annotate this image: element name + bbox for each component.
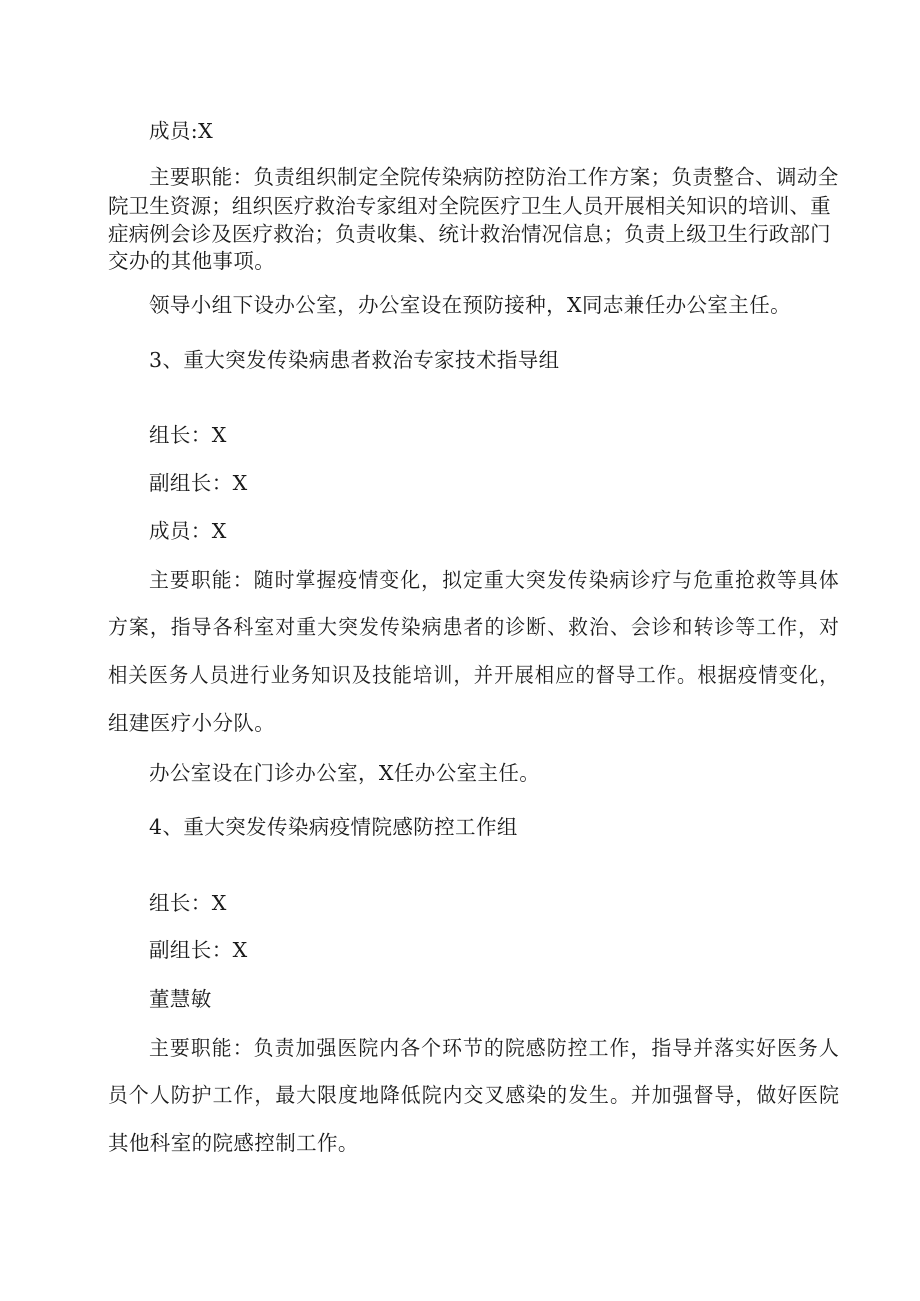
section2-duties-line-3: 症病例会诊及医疗救治；负责收集、统计救治情况信息；负责上级卫生行政部门 — [108, 222, 831, 246]
section4-duties-line-2: 员个人防护工作，最大限度地降低院内交叉感染的发生。并加强督导，做好医院 — [108, 1083, 840, 1107]
section3-duties-line-3: 相关医务人员进行业务知识及技能培训，并开展相应的督导工作。根据疫情变化， — [108, 663, 840, 687]
section2-duties-line-2: 院卫生资源；组织医疗救治专家组对全院医疗卫生人员开展相关知识的培训、重 — [108, 194, 831, 218]
section3-members: 成员：X — [149, 519, 227, 543]
section4-heading: 4、重大突发传染病疫情院感防控工作组 — [149, 815, 518, 839]
section3-office-line: 办公室设在门诊办公室，X任办公室主任。 — [149, 761, 541, 785]
section3-heading: 3、重大突发传染病患者救治专家技术指导组 — [149, 348, 560, 372]
section2-duties-line-1: 主要职能：负责组织制定全院传染病防控防治工作方案；负责整合、调动全 — [149, 165, 839, 189]
section2-member-line: 成员:X — [149, 119, 214, 143]
section4-member-name: 董慧敏 — [149, 987, 212, 1011]
section4-leader: 组长：X — [149, 891, 227, 915]
section4-deputy: 副组长：X — [149, 938, 248, 962]
section3-duties-line-2: 方案，指导各科室对重大突发传染病患者的诊断、救治、会诊和转诊等工作，对 — [108, 615, 840, 639]
section3-duties-line-4: 组建医疗小分队。 — [108, 711, 276, 735]
section3-deputy: 副组长：X — [149, 471, 248, 495]
section2-duties-line-4: 交办的其他事项。 — [108, 249, 276, 273]
section4-duties-line-1: 主要职能：负责加强医院内各个环节的院感防控工作，指导并落实好医务人 — [149, 1036, 840, 1060]
section2-office-line: 领导小组下设办公室，办公室设在预防接种，X同志兼任办公室主任。 — [149, 293, 791, 317]
section3-duties-line-1: 主要职能：随时掌握疫情变化，拟定重大突发传染病诊疗与危重抢救等具体 — [149, 568, 840, 592]
section4-duties-line-3: 其他科室的院感控制工作。 — [108, 1131, 359, 1155]
section3-leader: 组长：X — [149, 423, 227, 447]
